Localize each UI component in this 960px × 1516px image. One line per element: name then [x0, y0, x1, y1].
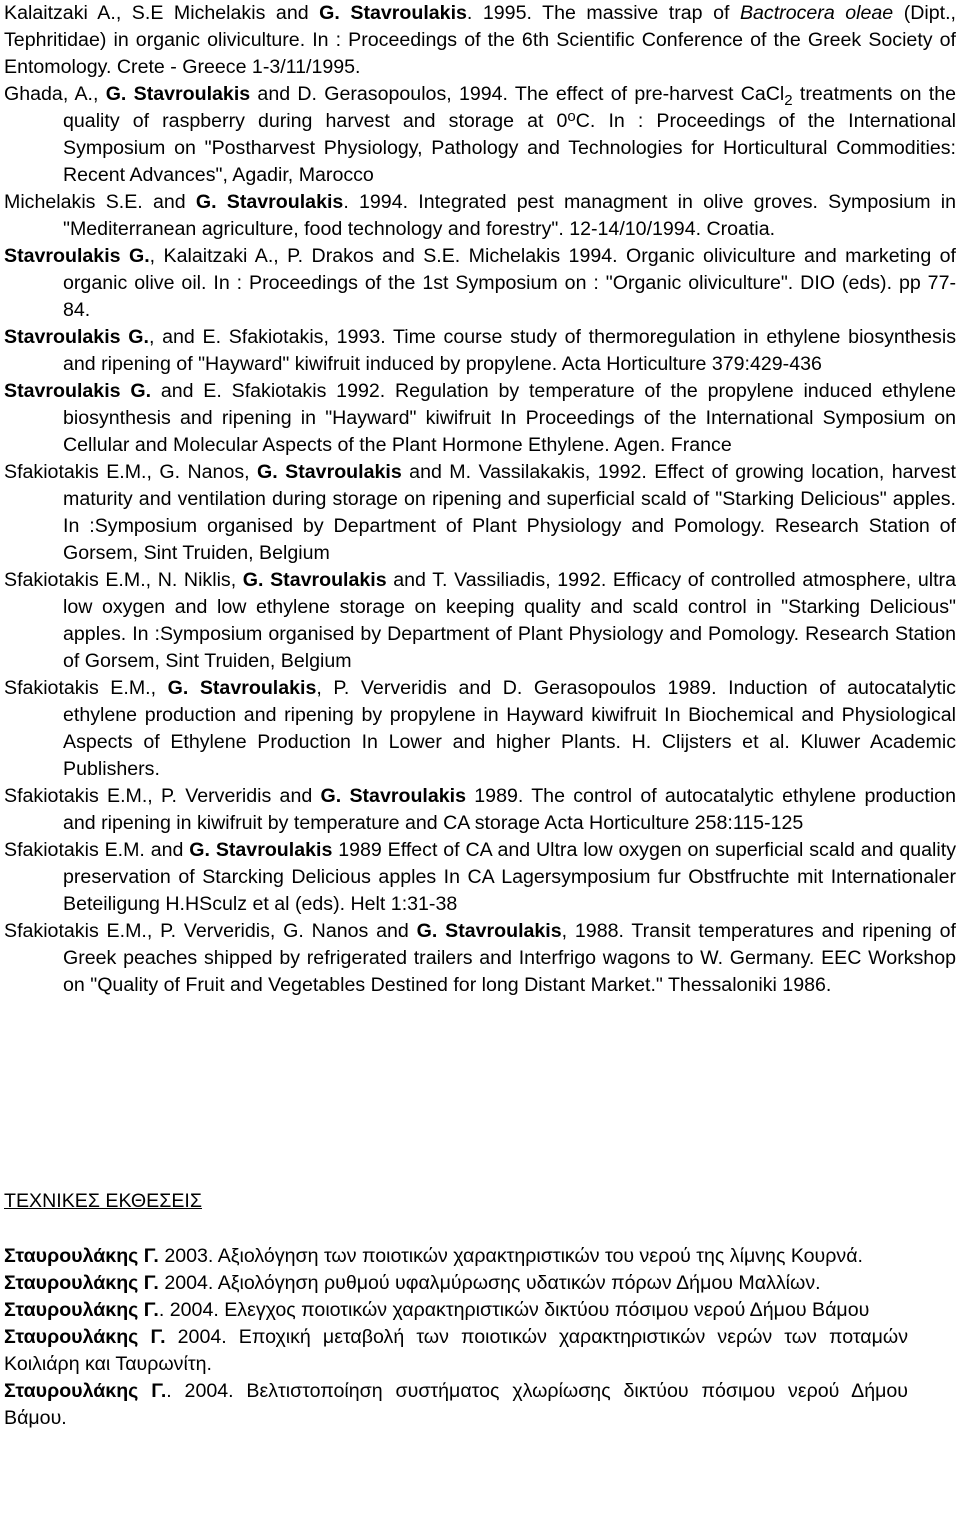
reference-authors: Kalaitzaki A., S.E Michelakis and — [4, 2, 320, 24]
reference-entry — [4, 243, 956, 324]
author-highlight: G. Stavroulakis — [242, 569, 387, 591]
reference-details: (Dipt., Tephritidae) in organic oliviculture. In : Proceedings of the 6th Scientific Conference of the Greek Society of Entomology. Crete - Greece 1-3/11/1995. — [4, 2, 956, 78]
reference-entry — [4, 378, 956, 459]
author-highlight: Stavroulakis G. — [4, 245, 150, 267]
reference-details: and M. Vassilakakis, 1992. Effect of growing location, harvest maturity and ventilation during storage on ripening and superficial scald of "Starking Delicious" apples. In :Symposium organised by Department of Plant Physiology and Pomology. Research Station of Gorsem, Sint Truiden, Belgium — [63, 461, 956, 564]
reference-authors: Ghada, A., — [4, 83, 106, 105]
reference-authors: Sfakiotakis E.M., — [4, 677, 168, 699]
author-highlight: G. Stavroulakis — [105, 83, 251, 105]
author-highlight: Stavroulakis G. — [4, 380, 152, 402]
reference-details: C. In : Proceedings of the International Symposium on "Postharvest Physiology, Pathology and Technologies for Horticultural Commodities: Recent Advances", Agadir, Marocco — [63, 110, 956, 186]
reference-authors: Sfakiotakis E.M., P. Ververidis, G. Nanos and — [4, 920, 417, 942]
reference-entry — [4, 459, 956, 567]
report-entry — [4, 1378, 908, 1432]
author-highlight: G. Stavroulakis — [319, 2, 467, 24]
report-entry — [4, 1324, 908, 1378]
author-highlight: Σταυρουλάκης Γ. — [4, 1299, 159, 1321]
reference-details: 1989 Effect of CA and Ultra low oxygen on superficial scald and quality preservation of Starcking Delicious apples In CA Lagersymposium fur Obstfruchte mit Internationaler Beteiligung H.HSculz et al (eds). Helt 1:31-38 — [63, 839, 956, 915]
reference-details: , Kalaitzaki A., P. Drakos and S.E. Michelakis 1994. Organic oliviculture and marketing of organic olive oil. In : Proceedings of the 1st Symposium on : "Organic oliviculture". DIO (eds). pp 77-84. — [63, 245, 956, 321]
reference-details: and T. Vassiliadis, 1992. Efficacy of controlled atmosphere, ultra low oxygen and low ethylene storage on keeping quality and scald control in "Starking Delicious" apples. In :Symposium organised by Department of Plant Physiology and Pomology. Research Station of Gorsem, Sint Truiden, Belgium — [63, 569, 956, 672]
report-entry — [4, 1297, 908, 1324]
author-highlight: G. Stavroulakis — [320, 785, 466, 807]
report-entry — [4, 1270, 908, 1297]
reference-authors: Sfakiotakis E.M., G. Nanos, — [4, 461, 258, 483]
reference-entry: Kalaitzaki A., S.E Michelakis and G. Stavroulakis. 1995. The massive trap of Bactrocera oleae (Dipt., Tephritidae) in organic oliviculture. In : Proceedings of the 6th Scientific Conference of the Greek Society of Entomology. Crete - Greece 1-3/11/1995. — [4, 2, 956, 78]
author-highlight: G. Stavroulakis — [195, 191, 344, 213]
reference-authors: Sfakiotakis E.M., N. Niklis, — [4, 569, 243, 591]
reference-entry — [4, 567, 956, 675]
reference-details: 1989. The control of autocatalytic ethylene production and ripening in kiwifruit by temperature and CA storage Acta Horticulture 258:115-125 — [63, 785, 956, 834]
reference-entry — [4, 783, 956, 837]
reference-entry — [4, 324, 956, 378]
reference-entry: Ghada, A., G. Stavroulakis and D. Gerasopoulos, 1994. The effect of pre-harvest CaCl$_2$ treatments on the quality of raspberry during harvest and storage at 0$^o$C. In : Proceedings of the International Symposium on "Postharvest Physiology, Pathology and Technologies for Horticultural Commodities: Recent Advances", Agadir, Marocco — [4, 83, 956, 186]
technical-reports-list — [4, 1243, 908, 1432]
section-heading: ΤΕΧΝΙΚΕΣ ΕΚΘΕΣΕΙΣ — [4, 1190, 202, 1212]
reference-details: , P. Ververidis and D. Gerasopoulos 1989. Induction of autocatalytic ethylene production and ripening by propylene in Hayward kiwifruit In Biochemical and Physiological Aspects of Ethylene Production In Lower and higher Plants. H. Clijsters et al. Kluwer Academic Publishers. — [63, 677, 956, 780]
reference-details: . 1994. Integrated pest managment in olive groves. Symposium in "Mediterranean agriculture, food technology and forestry". 12-14/10/1994. Croatia. — [63, 191, 956, 240]
reference-authors: Michelakis S.E. and — [4, 191, 196, 213]
species-name: Bactrocera oleae — [739, 2, 894, 24]
reference-entry — [4, 189, 956, 243]
author-highlight: G. Stavroulakis — [189, 839, 333, 861]
report-entry — [4, 1243, 908, 1270]
reference-details: , 1988. Transit temperatures and ripening of Greek peaches shipped by refrigerated trailers and Interfrigo wagons to W. Germany. EEC Workshop on "Quality of Fruit and Vegetables Destined for long Distant Market." Thessaloniki 1986. — [63, 920, 956, 996]
author-highlight: Σταυρουλάκης Γ. — [4, 1272, 159, 1294]
author-highlight: G. Stavroulakis — [257, 461, 402, 483]
reference-details: , and E. Sfakiotakis, 1993. Time course study of thermoregulation in ethylene biosynthesis and ripening of "Hayward" kiwifruit induced by propylene. Acta Horticulture 379:429-436 — [63, 326, 956, 375]
reference-entry — [4, 837, 956, 918]
author-highlight: Stavroulakis G. — [4, 326, 149, 348]
author-highlight: Σταυρουλάκης Γ. — [4, 1326, 166, 1348]
report-details: . 2004. Βελτιστοποίηση συστήματος χλωρίωσης δικτύου πόσιμου νερού Δήμου Βάμου. — [4, 1380, 908, 1429]
report-details: 2004. Αξιολόγηση ρυθμού υφαλμύρωσης υδατικών πόρων Δήμου Μαλλίων. — [158, 1272, 821, 1294]
author-highlight: G. Stavroulakis — [167, 677, 317, 699]
reference-authors: Sfakiotakis E.M. and — [4, 839, 190, 861]
author-highlight: G. Stavroulakis — [416, 920, 562, 942]
reference-details: and E. Sfakiotakis 1992. Regulation by temperature of the propylene induced ethylene biosynthesis and ripening in "Hayward" kiwifruit In Proceedings of the International Symposium on Cellular and Molecular Aspects of the Plant Hormone Ethylene. Agen. France — [63, 380, 956, 456]
reference-entry — [4, 918, 956, 999]
author-highlight: Σταυρουλάκης Γ. — [4, 1245, 159, 1267]
reference-authors: Sfakiotakis E.M., P. Ververidis and — [4, 785, 321, 807]
report-details: 2003. Αξιολόγηση των ποιοτικών χαρακτηριστικών του νερού της λίμνης Κουρνά. — [158, 1245, 863, 1267]
author-highlight: Σταυρουλάκης Γ. — [4, 1380, 167, 1402]
report-details: 2004. Εποχική μεταβολή των ποιοτικών χαρακτηριστικών νερών των ποταμών Κοιλιάρη και Ταυρωνίτη. — [4, 1326, 909, 1375]
reference-entry — [4, 675, 956, 783]
references-list — [4, 0, 956, 999]
report-details: . 2004. Ελεγχος ποιοτικών χαρακτηριστικών δικτύου πόσιμου νερού Δήμου Βάμου — [158, 1299, 870, 1321]
